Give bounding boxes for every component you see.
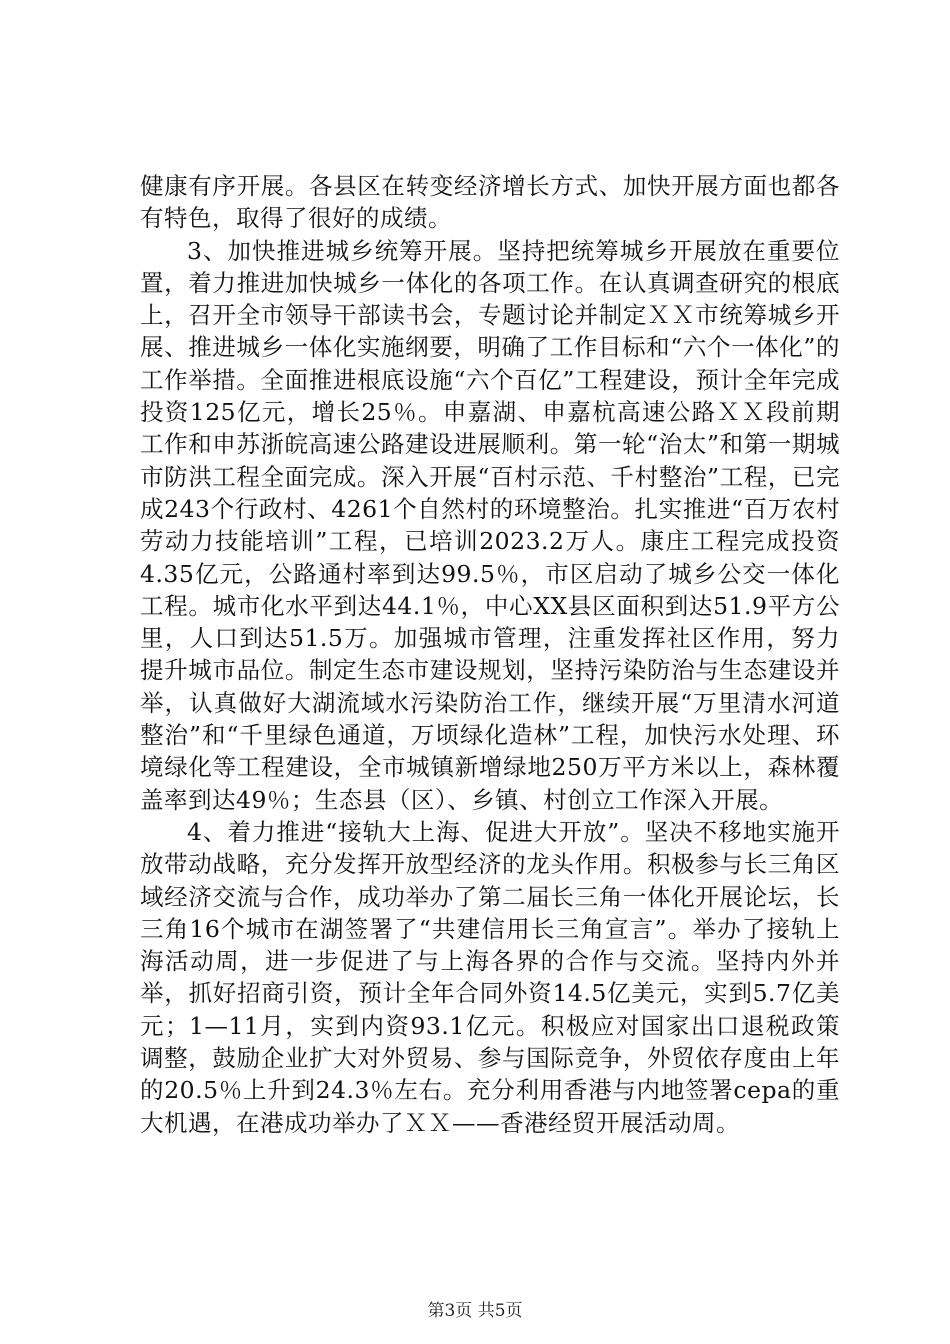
page-number-footer: 第3页 共5页 (427, 1301, 523, 1321)
paragraph-urban-rural-integration: 3、加快推进城乡统筹开展。坚持把统筹城乡开展放在重要位置，着力推进加快城乡一体化的各项工作。在认真调查研究的根底上，召开全市领导干部读书会，专题讨论并制定ＸＸ市统筹城乡开展、推进城乡一体化实施纲要，明确了工作目标和“六个一体化”的工作举措。全面推进根底设施“六个百亿”工程建设，预计全年完成投资125亿元，增长25％。申嘉湖、申嘉杭高速公路ＸＸ段前期工作和申苏浙皖高速公路建设进展顺利。第一轮“治太”和第一期城市防洪工程全面完成。深入开展“百村示范、千村整治”工程，已完成243个行政村、4261个自然村的环境整治。扎实推进“百万农村劳动力技能培训”工程，已培训2023.2万人。康庄工程完成投资4.35亿元，公路通村率到达99.5％，市区启动了城乡公交一体化工程。城市化水平到达44.1％，中心XX县区面积到达51.9平方公里，人口到达51.5万。加强城市管理，注重发挥社区作用，努力提升城市品位。制定生态市建设规划，坚持污染防治与生态建设并举，认真做好大湖流域水污染防治工作，继续开展“万里清水河道整治”和“千里绿色通道，万顷绿化造林”工程，加快污水处理、环境绿化等工程建设，全市城镇新增绿地250万平方米以上，森林覆盖率到达49％；生态县（区）、乡镇、村创立工作深入开展。 (140, 236, 840, 814)
paragraph-continuation: 健康有序开展。各县区在转变经济增长方式、加快开展方面也都各有特色，取得了很好的成绩。 (140, 172, 840, 233)
document-body (140, 170, 840, 1139)
paragraph-shanghai-opening: 4、着力推进“接轨大上海、促进大开放”。坚决不移地实施开放带动战略，充分发挥开放型经济的龙头作用。积极参与长三角区域经济交流与合作，成功举办了第二届长三角一体化开展论坛，长三角16个城市在湖签署了“共建信用长三角宣言”。举办了接轨上海活动周，进一步促进了与上海各界的合作与交流。坚持内外并举，抓好招商引资，预计全年合同外资14.5亿美元，实到5.7亿美元；1—11月，实到内资93.1亿元。积极应对国家出口退税政策调整，鼓励企业扩大对外贸易、参与国际竞争，外贸依存度由上年的20.5％上升到24.3％左右。充分利用香港与内地签署cepa的重大机遇，在港成功举办了ＸＸ——香港经贸开展活动周。 (140, 817, 840, 1137)
